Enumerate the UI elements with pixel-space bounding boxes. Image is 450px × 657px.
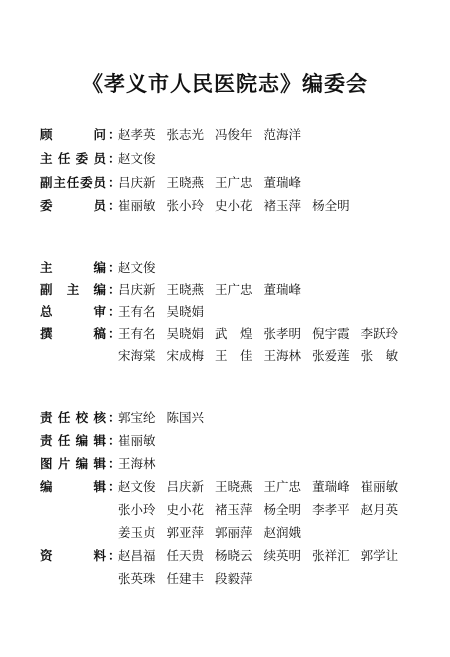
row-advisors (40, 124, 301, 144)
row-deputy-editor (40, 279, 301, 299)
name: 王广忠 (215, 175, 253, 190)
name: 崔丽敏 (360, 479, 399, 494)
colon: ： (108, 304, 121, 319)
label-chief-reviewer: 总 审 (40, 304, 106, 319)
names-materials-line2 (118, 569, 253, 587)
colon: ： (108, 548, 121, 563)
name: 王广忠 (263, 479, 302, 494)
row-photo-editor (40, 453, 156, 473)
name: 赵文俊 (118, 260, 156, 275)
name: 郭丽萍 (215, 525, 253, 540)
colon: ： (108, 175, 121, 190)
names-proofreaders (118, 408, 204, 426)
row-vice-chair (40, 172, 301, 192)
name: 武 煌 (215, 326, 253, 341)
row-editors-continued-2 (118, 522, 301, 542)
name: 王广忠 (215, 282, 253, 297)
colon: ： (108, 198, 121, 213)
row-responsible-editor (40, 430, 156, 450)
label-responsible-editor: 责 任 编 辑 (40, 433, 106, 448)
name: 董瑞峰 (263, 175, 302, 190)
name: 郭学让 (360, 548, 399, 563)
name: 王 佳 (215, 348, 253, 363)
row-chair (40, 148, 156, 168)
name: 吕庆新 (166, 479, 205, 494)
colon: ： (108, 151, 121, 166)
name: 张英珠 (118, 571, 156, 586)
label-chair: 主 任 委 员 (40, 151, 106, 166)
row-chief-editor (40, 257, 156, 277)
row-chief-reviewer (40, 301, 204, 321)
name: 郭宝纶 (118, 410, 156, 425)
names-materials-line1 (118, 546, 398, 564)
name: 王晓燕 (166, 175, 205, 190)
names-chair (118, 149, 156, 167)
names-editors-line1 (118, 477, 398, 495)
colon: ： (108, 282, 121, 297)
colon: ： (108, 479, 121, 494)
name: 史小花 (215, 198, 253, 213)
name: 崔丽敏 (118, 198, 156, 213)
label-materials: 资 料 (40, 548, 106, 563)
name: 续英明 (263, 548, 302, 563)
name: 范海洋 (263, 127, 302, 142)
name: 陈国兴 (166, 410, 205, 425)
name: 张祥汇 (312, 548, 350, 563)
name: 杨全明 (263, 502, 302, 517)
name: 史小花 (166, 502, 205, 517)
name: 赵文俊 (118, 151, 156, 166)
name: 姜玉贞 (118, 525, 156, 540)
name: 董瑞峰 (263, 282, 302, 297)
name: 段毅萍 (215, 571, 253, 586)
row-editors (40, 476, 398, 496)
names-writers-line2 (118, 346, 398, 364)
name: 张 敏 (360, 348, 399, 363)
name: 冯俊年 (215, 127, 253, 142)
names-vice-chair (118, 173, 301, 191)
name: 王晓燕 (215, 479, 253, 494)
name: 张小玲 (118, 502, 156, 517)
names-deputy-editor (118, 280, 301, 298)
name: 王有名 (118, 326, 156, 341)
names-advisors (118, 125, 301, 143)
colon: ： (108, 433, 121, 448)
name: 董瑞峰 (312, 479, 350, 494)
label-chief-editor: 主 编 (40, 260, 106, 275)
colon: ： (108, 456, 121, 471)
colon: ： (108, 260, 121, 275)
names-editors-line2 (118, 500, 398, 518)
row-proofreaders (40, 407, 204, 427)
name: 杨晓云 (215, 548, 253, 563)
name: 张爱莲 (312, 348, 350, 363)
name: 王有名 (118, 304, 156, 319)
name: 王海林 (118, 456, 156, 471)
label-writers: 撰 稿 (40, 326, 106, 341)
name: 张小玲 (166, 198, 205, 213)
label-deputy-editor: 副 主 编 (40, 282, 106, 297)
name: 任天贵 (166, 548, 205, 563)
names-editors-line3 (118, 523, 301, 541)
label-proofreaders: 责 任 校 核 (40, 410, 106, 425)
name: 王晓燕 (166, 282, 205, 297)
name: 吴晓娟 (166, 326, 205, 341)
name: 吕庆新 (118, 282, 156, 297)
row-writers (40, 323, 398, 343)
names-chief-editor (118, 258, 156, 276)
name: 赵昌福 (118, 548, 156, 563)
row-materials (40, 545, 398, 565)
colon: ： (108, 127, 121, 142)
name: 吕庆新 (118, 175, 156, 190)
label-members: 委 员 (40, 198, 106, 213)
colon: ： (108, 410, 121, 425)
name: 褚玉萍 (215, 502, 253, 517)
name: 李跃玲 (360, 326, 399, 341)
name: 宋海棠 (118, 348, 156, 363)
label-vice-chair: 副 主 任 委 员 (40, 175, 106, 190)
name: 张志光 (166, 127, 205, 142)
name: 杨全明 (312, 198, 350, 213)
label-advisors: 顾 问 (40, 127, 106, 142)
names-photo-editor (118, 454, 156, 472)
name: 褚玉萍 (263, 198, 302, 213)
page-title: 《孝义市人民医院志》编委会 (82, 71, 368, 96)
name: 赵月英 (360, 502, 399, 517)
row-members (40, 195, 350, 215)
names-members (118, 196, 350, 214)
name: 倪宇霞 (312, 326, 350, 341)
name: 任建丰 (166, 571, 205, 586)
name: 张孝明 (263, 326, 302, 341)
row-editors-continued-1 (118, 499, 398, 519)
names-responsible-editor (118, 431, 156, 449)
name: 赵文俊 (118, 479, 156, 494)
colon: ： (108, 326, 121, 341)
name: 郭亚萍 (166, 525, 205, 540)
name: 崔丽敏 (118, 433, 156, 448)
label-editors: 编 辑 (40, 479, 106, 494)
label-photo-editor: 图 片 编 辑 (40, 456, 106, 471)
row-materials-continued (118, 568, 253, 588)
name: 赵孝英 (118, 127, 156, 142)
name: 吴晓娟 (166, 304, 205, 319)
name: 赵润娥 (263, 525, 302, 540)
name: 李孝平 (312, 502, 350, 517)
names-chief-reviewer (118, 302, 204, 320)
name: 宋成梅 (166, 348, 205, 363)
names-writers-line1 (118, 324, 398, 342)
name: 王海林 (263, 348, 302, 363)
row-writers-continued (118, 345, 398, 365)
